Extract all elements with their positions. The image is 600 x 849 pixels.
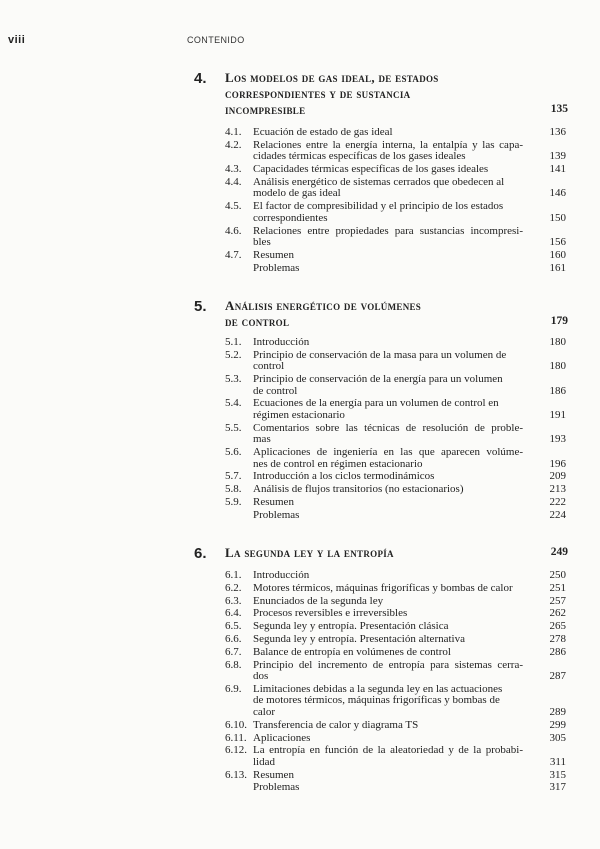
toc-entry: [0, 720, 600, 732]
section-page: 224: [549, 508, 566, 521]
section-title-line: calor: [253, 705, 275, 718]
section-title: [253, 484, 523, 496]
section-title-line: Segunda ley y entropía. Presentación clásica: [253, 620, 449, 633]
section-page: 213: [549, 483, 566, 496]
section-title-line: El factor de compresibilidad y el principio de los estados: [253, 200, 504, 213]
toc-entry: [0, 374, 600, 397]
section-title-line: mas: [253, 433, 271, 446]
section-page: 136: [549, 126, 566, 138]
section-number: 5.1.: [225, 336, 242, 348]
section-title: [253, 608, 523, 620]
section-title: [253, 337, 523, 349]
section-number: 6.4.: [225, 607, 242, 620]
toc-entry: [0, 596, 600, 608]
section-title-line: de control: [253, 384, 298, 397]
toc-entry: [0, 423, 600, 446]
section-title-line: modelo de gas ideal: [253, 187, 341, 200]
section-number: 5.8.: [225, 483, 242, 496]
section-page: 311: [549, 755, 566, 768]
section-title-line: Análisis de flujos transitorios (no estacionarios): [253, 483, 464, 496]
section-page: 141: [549, 163, 566, 176]
section-title-line: correspondientes: [253, 211, 328, 224]
chapter-title: [225, 545, 525, 561]
section-number: 5.5.: [225, 421, 242, 434]
toc-entry: [0, 770, 600, 782]
section-page: 146: [549, 187, 566, 200]
section-title-line: Comentarios sobre las técnicas de resolución de proble-: [253, 421, 523, 434]
section-title-line: control: [253, 360, 285, 373]
section-page: 317: [549, 781, 566, 794]
section-page: 191: [549, 408, 566, 421]
toc-entry: [0, 782, 600, 794]
section-title: [253, 374, 523, 397]
section-title-line: Aplicaciones de ingeniería en las que aparecen volúme-: [253, 446, 523, 458]
section-page: 287: [549, 670, 566, 683]
section-title: [253, 570, 523, 582]
toc-entry: [0, 484, 600, 496]
section-number: 6.7.: [225, 645, 242, 658]
section-number: 4.2.: [225, 138, 242, 151]
section-title-line: Resumen: [253, 248, 294, 261]
section-number: 5.9.: [225, 495, 242, 508]
section-page: 209: [549, 470, 566, 483]
section-page: 196: [549, 457, 566, 470]
chapter-title-line: incompresible: [225, 102, 306, 117]
chapter-title-line: La segunda ley y la entropía: [225, 545, 394, 560]
section-title-line: Procesos reversibles e irreversibles: [253, 607, 408, 620]
toc-entry: [0, 201, 600, 224]
chapter-number: 5.: [194, 298, 207, 315]
section-title: [253, 140, 523, 163]
section-page: 299: [549, 718, 566, 731]
section-title-line: Principio de conservación de la energía para un volumen: [253, 373, 503, 386]
section-title-line: Ecuación de estado de gas ideal: [253, 126, 393, 138]
chapter-title-line: de control: [225, 314, 290, 329]
chapter-title-line: Los modelos de gas ideal, de estados: [225, 70, 439, 85]
section-title-line: Motores térmicos, máquinas frigoríficas y bombas de calor: [253, 581, 513, 594]
section-title-line: Introducción: [253, 336, 310, 348]
section-page: 180: [549, 360, 566, 373]
section-number: 6.5.: [225, 620, 242, 633]
toc-entry: [0, 745, 600, 768]
section-title-line: Enunciados de la segunda ley: [253, 594, 384, 607]
section-title-line: Introducción: [253, 569, 310, 581]
section-number: 6.10.: [225, 718, 247, 731]
section-page: 161: [549, 261, 566, 274]
toc-entry: [0, 471, 600, 483]
section-page: 315: [549, 768, 566, 781]
section-title: [253, 398, 523, 421]
section-title-line: régimen estacionario: [253, 408, 345, 421]
section-title: [253, 350, 523, 373]
section-title: [253, 497, 523, 509]
section-page: 180: [549, 336, 566, 348]
section-number: 6.6.: [225, 633, 242, 645]
toc-entry: [0, 350, 600, 373]
section-page: 265: [549, 620, 566, 633]
section-title-line: dos: [253, 670, 269, 683]
section-title: [253, 782, 523, 794]
toc-entry: [0, 398, 600, 421]
toc-entry: [0, 263, 600, 275]
section-title: [253, 471, 523, 483]
section-title: [253, 720, 523, 732]
section-title-line: Problemas: [253, 781, 300, 794]
section-title-line: Segunda ley y entropía. Presentación alternativa: [253, 633, 465, 645]
section-title: [253, 647, 523, 659]
section-title-line: lidad: [253, 755, 275, 768]
section-page: 286: [549, 645, 566, 658]
section-page: 262: [549, 607, 566, 620]
section-title-line: bles: [253, 236, 271, 248]
section-title: [253, 660, 523, 683]
section-number: 6.8.: [225, 658, 242, 671]
chapter-title: [225, 298, 525, 330]
section-title: [253, 621, 523, 633]
section-page: 156: [549, 236, 566, 248]
toc-entry: [0, 660, 600, 683]
section-title: [253, 250, 523, 262]
section-number: 4.6.: [225, 224, 242, 237]
section-title: [253, 226, 523, 249]
section-title: [253, 177, 523, 200]
section-title: [253, 164, 523, 176]
section-title-line: Balance de entropía en volúmenes de control: [253, 645, 451, 658]
section-number: 6.9.: [225, 682, 242, 695]
toc-entry: [0, 497, 600, 509]
section-title: [253, 733, 523, 745]
toc-entry: [0, 250, 600, 262]
section-number: 5.4.: [225, 397, 242, 410]
toc-entry: [0, 647, 600, 659]
section-number: 4.1.: [225, 126, 242, 138]
section-title-line: Problemas: [253, 261, 300, 274]
section-page: 193: [549, 433, 566, 446]
chapter-title-line: Análisis energético de volúmenes: [225, 298, 422, 313]
section-number: 6.1.: [225, 569, 242, 581]
section-title: [253, 447, 523, 470]
section-page: 186: [549, 384, 566, 397]
toc-entry: [0, 140, 600, 163]
chapter-page: 135: [550, 103, 568, 115]
section-page: 150: [549, 211, 566, 224]
section-number: 4.5.: [225, 200, 242, 213]
section-title-line: Transferencia de calor y diagrama TS: [253, 718, 419, 731]
toc-entry: [0, 226, 600, 249]
section-title: [253, 263, 523, 275]
section-title-line: Principio de conservación de la masa para un volumen de: [253, 348, 507, 361]
section-title: [253, 634, 523, 646]
toc-entry: [0, 447, 600, 470]
section-number: 5.6.: [225, 446, 242, 458]
section-title-line: Ecuaciones de la energía para un volumen de control en: [253, 397, 499, 410]
toc-entry: [0, 684, 600, 719]
toc-entry: [0, 608, 600, 620]
chapter-title-line: correspondientes y de sustancia: [225, 86, 411, 101]
section-page: 251: [549, 581, 566, 594]
toc-entry: [0, 570, 600, 582]
section-title-line: Principio del incremento de entropía para sistemas cerra-: [253, 658, 523, 671]
section-title-line: Capacidades térmicas específicas de los gases ideales: [253, 163, 489, 176]
toc-entry: [0, 510, 600, 522]
section-number: 6.3.: [225, 594, 242, 607]
section-page: 305: [549, 731, 566, 744]
section-title-line: cidades térmicas específicas de los gases ideales: [253, 150, 466, 163]
section-page: 160: [549, 248, 566, 261]
section-title: [253, 583, 523, 595]
toc-entry: [0, 164, 600, 176]
section-number: 6.11.: [225, 731, 247, 744]
section-number: 4.7.: [225, 248, 242, 261]
section-title-line: nes de control en régimen estacionario: [253, 457, 423, 470]
section-number: 4.3.: [225, 163, 242, 176]
toc-entry: [0, 337, 600, 349]
toc-entry: [0, 634, 600, 646]
toc-entry: [0, 621, 600, 633]
section-number: 5.2.: [225, 348, 242, 361]
section-title-line: Resumen: [253, 495, 294, 508]
chapter-page: 179: [550, 315, 568, 327]
toc-entry: [0, 733, 600, 745]
section-title: [253, 684, 523, 719]
section-number: 6.2.: [225, 581, 242, 594]
section-title-line: Problemas: [253, 508, 300, 521]
section-title-line: Aplicaciones: [253, 731, 311, 744]
running-head: CONTENIDO: [187, 35, 245, 45]
chapter-page: 249: [550, 546, 568, 558]
section-title-line: Introducción a los ciclos termodinámicos: [253, 470, 435, 483]
section-title: [253, 745, 523, 768]
section-page: 257: [549, 594, 566, 607]
section-page: 289: [549, 705, 566, 718]
section-title-line: de motores térmicos, máquinas frigoríficas y bombas de: [253, 694, 500, 707]
section-title-line: La entropía en función de la aleatoriedad y de la probabi-: [253, 744, 523, 757]
chapter-title: [225, 70, 525, 118]
section-title-line: Relaciones entre propiedades para sustancias incompresi-: [253, 224, 523, 237]
page-number: viii: [8, 34, 26, 46]
toc-entry: [0, 583, 600, 595]
toc-entry: [0, 177, 600, 200]
section-title: [253, 201, 523, 224]
section-title: [253, 423, 523, 446]
section-title: [253, 510, 523, 522]
section-title: [253, 770, 523, 782]
section-title-line: Limitaciones debidas a la segunda ley en las actuaciones: [253, 682, 503, 695]
section-title: [253, 127, 523, 139]
section-number: 4.4.: [225, 175, 242, 188]
section-number: 5.3.: [225, 373, 242, 386]
chapter-number: 6.: [194, 545, 207, 562]
section-number: 6.12.: [225, 744, 247, 757]
section-page: 222: [549, 495, 566, 508]
chapter-number: 4.: [194, 70, 207, 87]
section-title-line: Relaciones entre la energía interna, la entalpía y las capa-: [253, 138, 523, 151]
section-title: [253, 596, 523, 608]
section-page: 250: [549, 569, 566, 581]
section-page: 278: [549, 633, 566, 645]
section-title-line: Análisis energético de sistemas cerrados que obedecen al: [253, 175, 505, 188]
section-title-line: Resumen: [253, 768, 294, 781]
section-number: 6.13.: [225, 768, 247, 781]
toc-entry: [0, 127, 600, 139]
page-header: [0, 34, 600, 50]
section-number: 5.7.: [225, 470, 242, 483]
section-page: 139: [549, 150, 566, 163]
